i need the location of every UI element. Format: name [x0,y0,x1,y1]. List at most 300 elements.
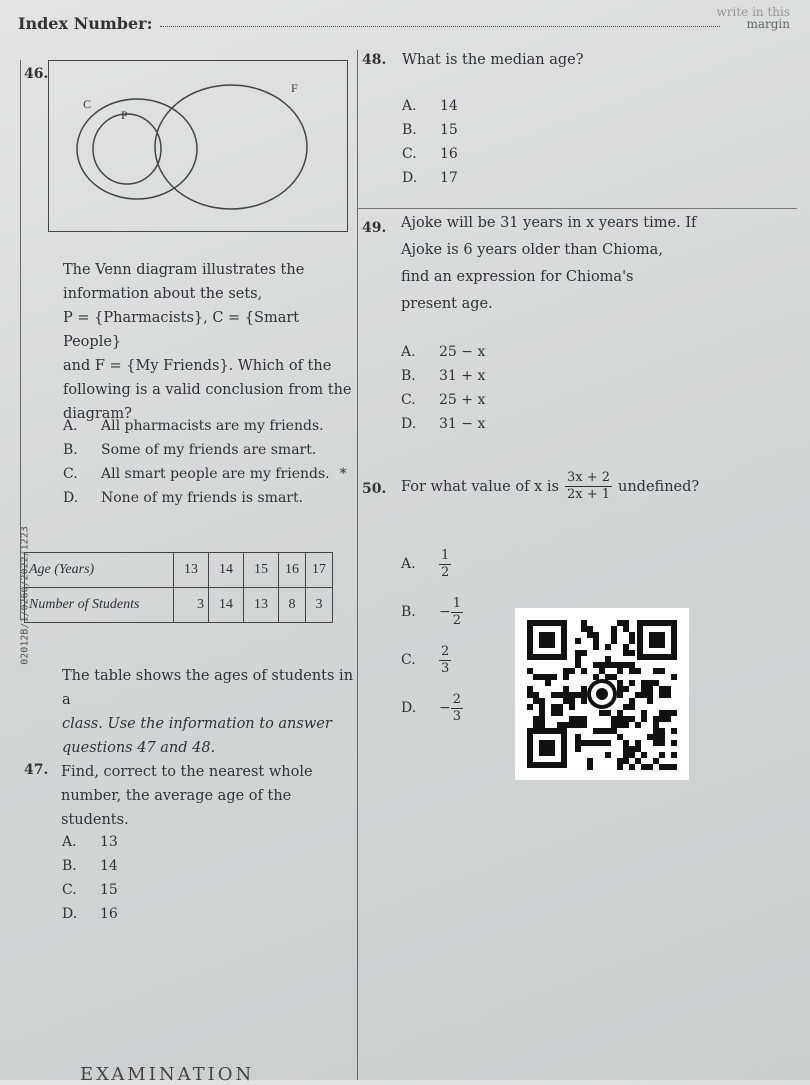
table-note-line: The table shows the ages of students in a [62,668,354,708]
option-letter: A. [62,834,77,850]
qr-module [647,764,653,770]
qr-module [551,704,557,710]
qr-module [623,758,629,764]
age-cell: 15 [244,553,279,588]
set-f-ellipse [155,85,307,209]
footer-text: EXAMINATION [80,1064,255,1085]
qr-module [623,626,629,632]
qr-module [563,698,569,704]
qr-module [539,716,545,722]
qr-module [629,764,635,770]
qr-module [545,674,551,680]
qr-module [533,674,539,680]
qr-module [653,740,659,746]
q50-option-a[interactable] [401,540,463,588]
option-text: 25 − x [439,344,486,360]
age-cell: 17 [306,553,333,588]
option-sign: − [439,700,451,716]
qr-module [623,686,629,692]
qr-module [629,662,635,668]
qr-module [599,740,605,746]
option-letter: D. [401,700,417,716]
q49-line: find an expression for Chioma's [401,269,634,285]
option-letter: D. [402,170,418,186]
age-cell: 14 [209,553,244,588]
qr-module [671,764,677,770]
option-text: 25 + x [439,392,486,408]
qr-finder-top-left-core [539,632,555,648]
qr-module [569,668,575,674]
option-text: All pharmacists are my friends. [101,418,324,434]
qr-module [581,722,587,728]
table-row [25,553,333,588]
option-letter: A. [63,418,78,434]
q46-line: P = {Pharmacists}, C = {Smart People} [63,310,300,350]
qr-module [539,704,545,710]
q49-question-text [401,210,721,318]
qr-module [659,668,665,674]
count-cell: 3 [174,588,209,623]
qr-module [539,710,545,716]
qr-module [659,710,665,716]
qr-module [563,686,569,692]
venn-label-f: F [291,81,298,95]
qr-module [581,686,587,692]
q49-line: present age. [401,296,493,312]
q49-number: 49. [362,220,387,236]
q50-fraction [565,470,612,503]
q49-option-b[interactable] [401,364,485,388]
qr-module [629,680,635,686]
qr-module [593,674,599,680]
qr-module [599,668,605,674]
index-number-line [160,26,720,27]
qr-module [533,698,539,704]
option-letter: C. [62,882,77,898]
qr-module [617,710,623,716]
option-text: 16 [440,146,458,162]
qr-module [587,758,593,764]
qr-module [611,674,617,680]
qr-module [635,758,641,764]
qr-module [533,692,539,698]
option-fraction [439,548,451,581]
side-serial-code: 02012B/1/0260/2022/1223 [19,526,31,665]
qr-module [617,692,623,698]
qr-module [617,716,623,722]
option-fraction [451,692,463,725]
option-text: 14 [440,98,458,114]
qr-module [653,722,659,728]
fraction-denominator: 3 [441,660,450,676]
option-fraction [439,644,451,677]
count-cell: 14 [209,588,244,623]
qr-module [533,716,539,722]
qr-module [659,728,665,734]
q48-number: 48. [362,52,387,68]
qr-module [641,680,647,686]
qr-module [623,620,629,626]
qr-module [605,752,611,758]
qr-module [665,686,671,692]
qr-module [635,722,641,728]
qr-module [617,662,623,668]
qr-module [665,764,671,770]
fraction-denominator: 2x + 1 [566,487,610,502]
qr-module [659,764,665,770]
q50-text-after: undefined? [617,478,700,495]
qr-module [617,734,623,740]
table-note-line: questions 47 and 48. [62,740,216,756]
qr-module [641,692,647,698]
age-table [24,552,333,623]
qr-module [569,716,575,722]
qr-module [617,722,623,728]
qr-module [605,656,611,662]
venn-label-p: P [121,108,128,122]
qr-module [623,740,629,746]
qr-module [659,752,665,758]
index-number-label: Index Number: [18,14,153,33]
option-letter: C. [401,392,416,408]
qr-module [641,686,647,692]
qr-module [569,698,575,704]
set-p-circle [93,114,161,184]
q47-question-text [61,760,353,832]
qr-module [587,764,593,770]
qr-module [539,698,545,704]
qr-finder-bottom-left-core [539,740,555,756]
option-text: 15 [100,882,118,898]
qr-module [629,668,635,674]
q50-option-b[interactable] [401,588,463,636]
q46-number: 46. [24,66,49,82]
qr-module [623,662,629,668]
qr-module [665,710,671,716]
qr-module [647,698,653,704]
q47-number: 47. [24,762,49,778]
qr-module [533,722,539,728]
q50-options [401,540,463,732]
option-letter: A. [402,98,417,114]
qr-module [611,722,617,728]
option-text: 17 [440,170,458,186]
qr-module [611,662,617,668]
qr-module [551,674,557,680]
qr-module [635,740,641,746]
q48-q49-separator [357,208,797,209]
qr-module [527,704,533,710]
set-c-ellipse [77,99,197,199]
table-row [25,588,333,623]
q46-options [63,414,353,510]
qr-module [659,716,665,722]
qr-module [617,668,623,674]
qr-module [581,626,587,632]
qr-module [623,722,629,728]
qr-module [587,626,593,632]
count-cell: 13 [244,588,279,623]
qr-module [581,716,587,722]
option-letter: B. [402,122,417,138]
q47-option-c[interactable] [62,878,118,902]
students-row-label: Number of Students [25,588,174,623]
qr-module [653,758,659,764]
option-letter: D. [401,416,417,432]
fraction-numerator: 1 [452,595,462,611]
option-text: 31 + x [439,368,486,384]
qr-module [575,716,581,722]
q46-line: The Venn diagram illustrates the [63,262,305,278]
qr-module [605,662,611,668]
option-fraction [451,596,463,629]
q46-line: following is a valid conclusion from the [63,382,352,398]
fraction-denominator: 2 [452,612,462,628]
qr-module [569,692,575,698]
qr-module [605,728,611,734]
age-cell: 16 [279,553,306,588]
q48-option-b[interactable] [402,118,458,142]
venn-svg [49,61,346,230]
qr-module [575,650,581,656]
option-text: 13 [100,834,118,850]
qr-module [641,764,647,770]
qr-module [575,740,581,746]
qr-module [647,692,653,698]
qr-module [563,668,569,674]
qr-module [659,692,665,698]
qr-module [665,692,671,698]
qr-module [629,746,635,752]
q50-question-text [401,470,699,503]
venn-label-c: C [83,97,92,111]
option-letter: B. [401,604,416,620]
q47-option-d[interactable] [62,902,118,926]
q48-question-text: What is the median age? [402,52,584,68]
qr-module [575,656,581,662]
qr-module [659,686,665,692]
fraction-numerator: 2 [452,691,462,707]
qr-module [629,632,635,638]
option-text: 31 − x [439,416,486,432]
option-letter: C. [402,146,417,162]
qr-module [629,638,635,644]
qr-module [575,662,581,668]
qr-module [635,668,641,674]
q49-option-a[interactable] [401,340,485,364]
option-text: 15 [440,122,458,138]
qr-module [551,692,557,698]
q49-line: Ajoke will be 31 years in x years time. If [401,215,697,231]
q49-line: Ajoke is 6 years older than Chioma, [401,242,663,258]
q49-option-d[interactable] [401,412,485,436]
qr-module [545,680,551,686]
qr-module [575,746,581,752]
qr-module [617,686,623,692]
qr-module [587,632,593,638]
qr-module [575,692,581,698]
column-divider [357,50,358,1080]
q47-line: number, the average age of the students. [61,788,292,828]
qr-module [605,674,611,680]
qr-module [569,722,575,728]
qr-module [653,734,659,740]
qr-module [617,680,623,686]
qr-module [635,692,641,698]
qr-module [593,632,599,638]
fraction-numerator: 2 [441,643,450,659]
option-letter: B. [401,368,416,384]
qr-module [593,644,599,650]
q46-option-c[interactable] [63,462,353,486]
qr-module [527,692,533,698]
qr-module [671,674,677,680]
qr-module [665,716,671,722]
star-mark: * [339,466,347,482]
qr-module [539,674,545,680]
whatsapp-icon-core [596,688,608,700]
qr-module [635,746,641,752]
option-text: 16 [100,906,118,922]
qr-module [593,662,599,668]
q47-options [62,830,118,926]
q50-option-d[interactable] [401,684,463,732]
qr-module [605,710,611,716]
option-letter: A. [401,556,416,572]
left-margin-line [20,60,21,620]
q49-options [401,340,485,436]
qr-code[interactable] [515,608,689,780]
qr-module [647,686,653,692]
qr-module [581,740,587,746]
q47-line: Find, correct to the nearest whole [61,764,313,780]
qr-module [581,698,587,704]
qr-module [659,734,665,740]
qr-module [641,710,647,716]
qr-module [557,704,563,710]
qr-module [671,728,677,734]
qr-module [629,752,635,758]
margin-note-bottom: margin [746,17,790,31]
qr-module [629,698,635,704]
qr-module [599,662,605,668]
qr-module [611,638,617,644]
qr-module [551,710,557,716]
age-table-wrapper [24,552,333,623]
qr-module [581,692,587,698]
option-letter: D. [62,906,78,922]
q47-option-a[interactable] [62,830,118,854]
qr-module [653,668,659,674]
option-letter: C. [63,466,78,482]
qr-module [653,680,659,686]
q50-number: 50. [362,481,387,497]
qr-module [575,638,581,644]
q48-options [402,94,458,190]
q46-option-b[interactable] [63,438,353,462]
qr-module [617,764,623,770]
q46-line: diagram? [63,406,132,422]
q48-option-c[interactable] [402,142,458,166]
qr-module [611,716,617,722]
qr-module [623,650,629,656]
option-text: Some of my friends are smart. [101,442,317,458]
qr-module [641,716,647,722]
q47-option-b[interactable] [62,854,118,878]
qr-module [605,740,611,746]
count-cell: 8 [279,588,306,623]
q48-option-a[interactable] [402,94,458,118]
qr-module [629,716,635,722]
qr-module [623,752,629,758]
q50-text-before: For what value of x is [401,478,559,495]
fraction-numerator: 1 [441,547,450,563]
fraction-denominator: 3 [452,708,462,724]
q49-option-c[interactable] [401,388,485,412]
qr-module [575,722,581,728]
table-instructions [62,664,354,760]
q46-line: and F = {My Friends}. Which of the [63,358,332,374]
qr-module [671,740,677,746]
qr-module [647,680,653,686]
qr-module [563,674,569,680]
option-letter: B. [62,858,77,874]
q48-option-d[interactable] [402,166,458,190]
qr-module [629,650,635,656]
qr-module [599,728,605,734]
qr-module [539,722,545,728]
qr-module [557,722,563,728]
qr-module [617,620,623,626]
qr-module [557,692,563,698]
qr-module [653,716,659,722]
qr-module [611,626,617,632]
q46-line: information about the sets, [63,286,263,302]
qr-module [593,728,599,734]
q46-option-d[interactable] [63,486,353,510]
margin-note-top: write in this [716,5,790,19]
venn-diagram [48,60,348,232]
age-row-label: Age (Years) [25,553,174,588]
qr-module [563,692,569,698]
qr-module [659,740,665,746]
option-letter: A. [401,344,416,360]
count-cell: 3 [306,588,333,623]
qr-module [569,704,575,710]
option-letter: C. [401,652,416,668]
q50-option-c[interactable] [401,636,463,684]
qr-module [671,752,677,758]
q46-question-text [63,258,353,426]
qr-module [593,638,599,644]
qr-module [587,740,593,746]
qr-module [623,716,629,722]
qr-module [653,728,659,734]
option-text: 14 [100,858,118,874]
qr-module [623,746,629,752]
fraction-denominator: 2 [441,564,450,580]
q46-option-a[interactable] [63,414,353,438]
qr-module [611,632,617,638]
qr-module [671,710,677,716]
qr-module [557,710,563,716]
qr-module [611,728,617,734]
table-note-line: class. Use the information to answer [62,716,332,732]
option-letter: B. [63,442,78,458]
qr-module [641,752,647,758]
qr-module [581,650,587,656]
qr-module [563,722,569,728]
